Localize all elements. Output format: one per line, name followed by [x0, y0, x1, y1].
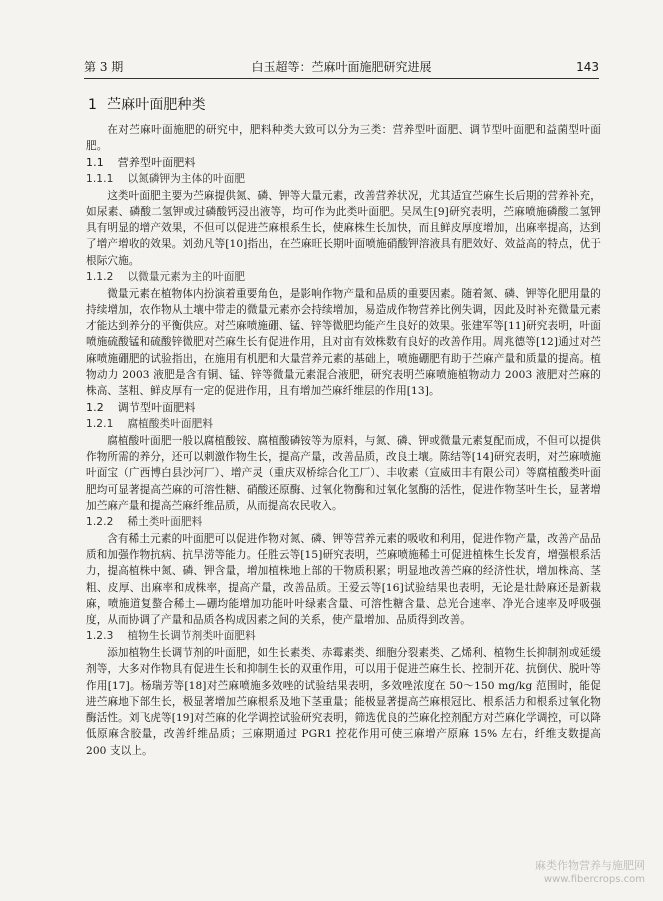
subsubsection-title: 以微量元素为主的叶面肥 — [127, 271, 246, 284]
site-watermark — [535, 859, 645, 887]
article-body — [86, 92, 601, 759]
subsubsection-heading — [86, 269, 601, 286]
body-paragraph: 微量元素在植物体内扮演着重要角色，是影响作物产量和品质的重要因素。随着氮、磷、钾等化肥用量的持续增加，农作物从土壤中带走的微量元素亦会持续增加，易造成作物营养比例失调，因此及时补充微量元素才能达到养分的平衡供应。对苎麻喷施硼、锰、锌等微肥均能产生良好的效果。张建军等[11]研究表明，叶面喷施硫酸锰和硫酸锌微肥对苎麻生长有促进作用，且对亩有效株数有良好的改善作用。周兆德等[12]通过对苎麻喷施硼肥的试验指出，在施用有机肥和大量营养元素的基础上，喷施硼肥有助于苎麻产量和质量的提高。植物动力 2003 液肥是含有铜、锰、锌等微量元素混合液肥，研究表明苎麻喷施植物动力 2003 液肥对苎麻的株高、茎粗、鲜皮厚有一定的促进作用，且有增加苎麻纤维层的作用[13]。 — [86, 287, 601, 398]
running-header — [84, 56, 599, 79]
subsection-number: 1.1 — [86, 155, 104, 169]
subsubsection-title: 植物生长调节剂类叶面肥料 — [127, 630, 256, 643]
subsubsection-heading — [86, 416, 601, 433]
page-number: 143 — [576, 60, 599, 74]
section-title: 苎麻叶面肥种类 — [107, 97, 206, 113]
subsubsection-title: 以氮磷钾为主体的叶面肥 — [127, 173, 246, 186]
subsubsection-number: 1.2.1 — [86, 418, 114, 431]
subsection-title: 调节型叶面肥料 — [117, 400, 196, 414]
body-paragraph: 这类叶面肥主要为苎麻提供氮、磷、钾等大量元素，改善营养状况，尤其适宜苎麻生长后期的营养补充，如尿素、磷酸二氢钾或过磷酸钙浸出液等，均可作为此类叶面肥。吴凤生[9]研究表明，苎麻喷施磷酸二氢钾具有明显的增产效果，不但可以促进苎麻根系生长，使麻株生长加快，而且鲜皮厚度增加，出麻率提高，达到了增产增收的效果。刘劲凡等[10]指出，在苎麻旺长期叶面喷施硝酸钾溶液具有肥效好、效益高的特点，优于根际穴施。 — [86, 189, 601, 267]
subsection-heading — [86, 155, 601, 172]
watermark-url: www.fibercrops.com — [543, 874, 645, 885]
subsubsection-heading — [86, 514, 601, 531]
section-heading — [88, 94, 601, 116]
subsubsection-number: 1.2.2 — [86, 516, 114, 529]
issue-label: 第 3 期 — [84, 60, 124, 74]
body-paragraph: 含有稀土元素的叶面肥可以促进作物对氮、磷、钾等营养元素的吸收和利用，促进作物产量，改善产品品质和加强作物抗病、抗旱涝等能力。任胜云等[15]研究表明，苎麻喷施稀土可促进植株生长发育，增强根系活力，提高植株中氮、磷、钾含量，增加植株地上部的干物质积累；明显地改善苎麻的经济性状，增加株高、茎粗、皮厚、出麻率和成株率，提高产量，改善品质。王爱云等[16]试验结果也表明，无论是壮龄麻还是新栽麻，喷施道复螯合稀土—硼均能增加功能叶叶绿素含量、可溶性糖含量、总光合速率、净光合速率及呼吸强度，从而协调了产量和品质各构成因素之间的关系，使产量增加、品质得到改善。 — [86, 532, 601, 627]
subsubsection-heading — [86, 171, 601, 188]
section-number: 1 — [88, 97, 98, 113]
body-paragraph: 腐植酸叶面肥一般以腐植酸铵、腐植酸磷铵等为原料，与氮、磷、钾或微量元素复配而成，不但可以提供作物所需的养分，还可以刺激作物生长，提高产量，改善品质，改良土壤。陈结等[14]研究表明，对苎麻喷施叶面宝（广西博白县沙河厂）、增产灵（重庆双桥综合化工厂）、丰收素（宣威田丰有限公司）等腐植酸类叶面肥均可显著提高苎麻的可溶性糖、硝酸还原酶、过氧化物酶和过氧化氢酶的活性，促进作物茎叶生长，显著增加苎麻产量和提高苎麻纤维品质，从而提高农民收入。 — [86, 434, 601, 512]
subsection-title: 营养型叶面肥料 — [117, 155, 196, 169]
subsubsection-title: 稀土类叶面肥料 — [127, 516, 203, 529]
subsubsection-number: 1.1.2 — [86, 271, 114, 284]
subsubsection-number: 1.1.1 — [86, 173, 114, 186]
subsection-number: 1.2 — [86, 400, 104, 414]
running-title: 白玉超等：苎麻叶面施肥研究进展 — [251, 60, 432, 74]
subsubsection-title: 腐植酸类叶面肥料 — [127, 418, 214, 431]
subsubsection-heading — [86, 628, 601, 645]
subsection-heading — [86, 400, 601, 417]
subsubsection-number: 1.2.3 — [86, 630, 114, 643]
section-intro: 在对苎麻叶面施肥的研究中，肥料种类大致可以分为三类：营养型叶面肥、调节型叶面肥和益菌型叶面肥。 — [86, 124, 601, 153]
body-paragraph: 添加植物生长调节剂的叶面肥，如生长素类、赤霉素类、细胞分裂素类、乙烯利、植物生长抑制剂或延缓剂等，大多对作物具有促进生长和抑制生长的双重作用，可以用于促进苎麻生长、控制开花、抗倒伏、脱叶等作用[17]。杨瑞芳等[18]对苎麻喷施多效唑的试验结果表明，多效唑浓度在 50～150 mg/kg 范围时，能促进苎麻地下部生长，极显著增加苎麻根系及地下茎重量；能极显著提高苎麻根冠比、根系活力和根系过氧化物酶活性。刘飞虎等[19]对苎麻的化学调控试验研究表明，筛选优良的苎麻化控剂配方对苎麻化学调控，可以降低原麻含胶量，改善纤维品质；三麻期通过 PGR1 控花作用可使三麻增产原麻 15% 左右，纤维支数提高 200 支以上。 — [86, 646, 601, 757]
watermark-name: 麻类作物营养与施肥网 — [535, 859, 645, 872]
